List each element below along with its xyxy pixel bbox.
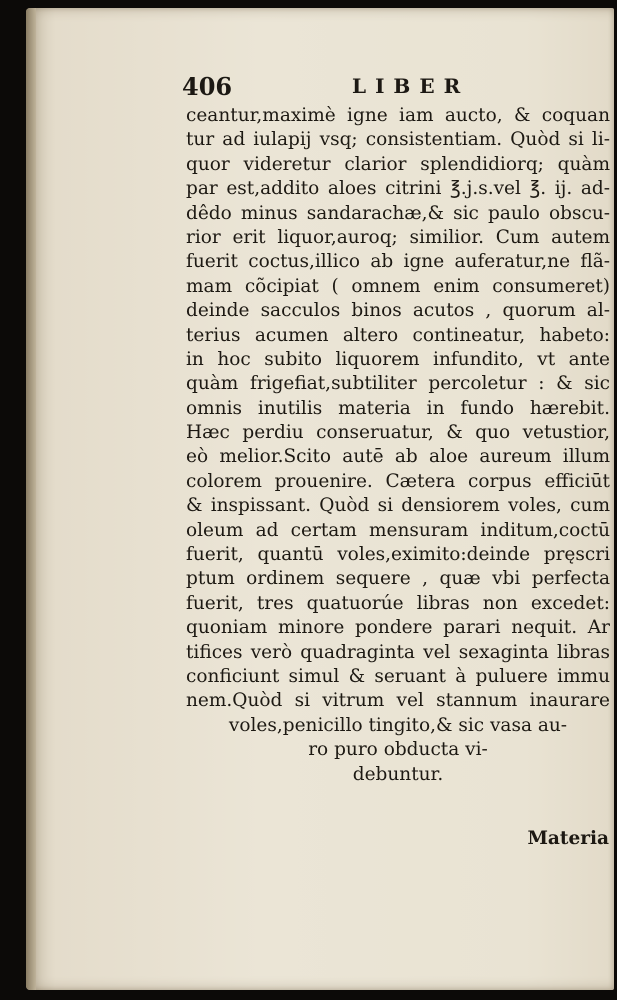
text-line: deinde sacculos binos acutos , quorum al- — [186, 300, 610, 322]
text-line: conficiunt simul & seruant à puluere immu — [186, 665, 610, 687]
text-line: fuerit, quantū voles,eximito:deinde pręscri — [186, 544, 610, 566]
text-line: terius acumen altero contineatur, habeto: — [186, 324, 610, 346]
text-line: & inspissant. Quòd si densiorem voles, cum — [186, 495, 610, 517]
running-head: LIBER — [352, 74, 470, 98]
text-line: oleum ad certam mensuram inditum,coctū — [186, 519, 610, 541]
text-line: tifices verò quadraginta vel sexaginta libras — [186, 641, 610, 663]
text-line: eò melior.Scito autē ab aloe aureum illum — [186, 446, 610, 468]
text-line: quàm frigefiat,subtiliter percoletur : & sic — [186, 373, 610, 395]
text-line: nem.Quòd si vitrum vel stannum inaurare — [186, 690, 610, 712]
page-number: 406 — [182, 72, 233, 101]
page-header — [182, 72, 602, 102]
text-line: par est,addito aloes citrini ℥.j.s.vel ℥. ij. ad- — [186, 178, 610, 200]
text-line: ceantur,maximè igne iam aucto, & coquan — [186, 105, 610, 126]
body-text — [186, 104, 610, 787]
text-line: colorem prouenire. Cætera corpus efficiūt — [186, 470, 610, 492]
text-line: omnis inutilis materia in fundo hærebit. — [186, 397, 610, 419]
book-gutter — [26, 8, 36, 990]
text-line: tur ad iulapij vsq; consistentiam. Quòd si li- — [186, 129, 610, 151]
text-line: fuerit, tres quatuorúe libras non excedet: — [186, 592, 610, 614]
text-line: in hoc subito liquorem infundito, vt ante — [186, 348, 610, 370]
text-line: quoniam minore pondere parari nequit. Ar — [186, 617, 610, 639]
text-line: ptum ordinem sequere , quæ vbi perfecta — [186, 568, 610, 590]
tail-line: voles,penicillo tingito,& sic vasa au- — [228, 714, 568, 736]
tail-line: debuntur. — [352, 763, 444, 785]
tail-line: ro puro obducta vi- — [308, 739, 488, 761]
text-line: fuerit coctus,illico ab igne auferatur,ne flã- — [186, 251, 610, 273]
text-line: rior erit liquor,auroq; similior. Cum autem — [186, 226, 610, 248]
text-line: mam cõcipiat ( omnem enim consumeret) — [186, 275, 610, 297]
text-line: dêdo minus sandarachæ,& sic paulo obscu- — [186, 202, 610, 224]
catchword: Materia — [527, 828, 609, 849]
text-line: quor videretur clarior splendidiorq; quàm — [186, 153, 610, 175]
text-line: Hæc perdiu conseruatur, & quo vetustior, — [186, 422, 610, 444]
